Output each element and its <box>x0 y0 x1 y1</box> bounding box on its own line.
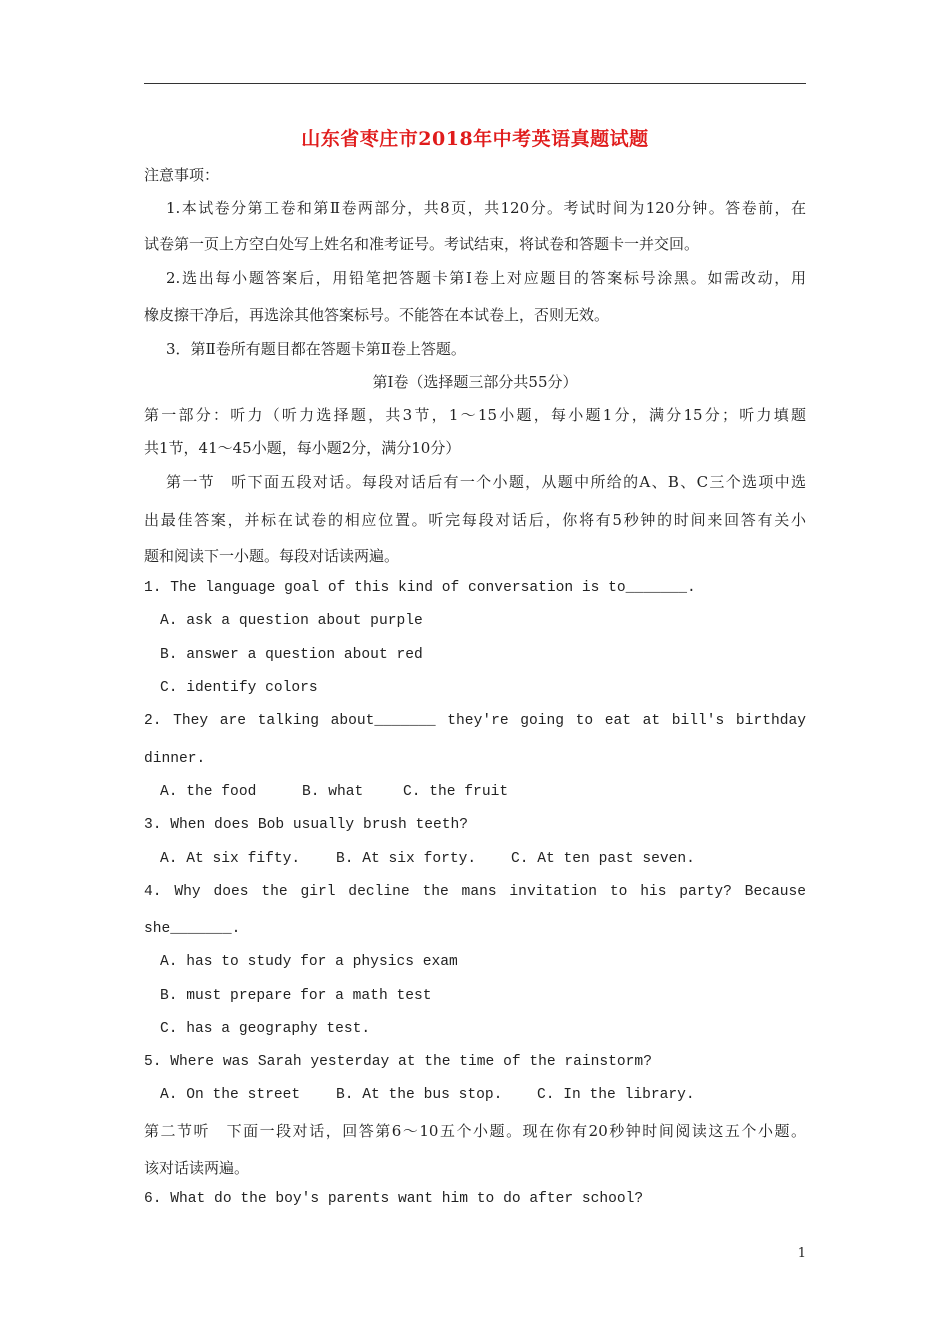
question-5-option-a: A. On the street <box>160 1087 301 1103</box>
question-6: 6. What do the boy's parents want him to do after school? <box>144 1191 644 1207</box>
notes-item-1-line-2: 试卷第一页上方空白处写上姓名和准考证号。考试结束，将试卷和答题卡一并交回。 <box>144 235 700 253</box>
question-4-option-b: B. must prepare for a math test <box>160 988 432 1004</box>
notes-item-2-line-1: 2.选出每小题答案后，用铅笔把答题卡第Ⅰ卷上对应题目的答案标号涂黑。如需改动，用 <box>166 269 806 287</box>
question-2-line-2: dinner. <box>144 751 206 767</box>
header-rule <box>144 83 806 84</box>
question-4-option-c: C. has a geography test. <box>160 1021 371 1037</box>
question-3-option-c: C. At ten past seven. <box>511 851 695 867</box>
question-1: 1. The language goal of this kind of conversation is to_______. <box>144 580 696 596</box>
question-2-option-b: B. what <box>302 784 364 800</box>
question-2-option-a: A. the food <box>160 784 257 800</box>
question-5: 5. Where was Sarah yesterday at the time of the rainstorm? <box>144 1054 652 1070</box>
section1-line-1: 第一节 听下面五段对话。每段对话后有一个小题，从题中所给的A、B、C三个选项中选 <box>166 473 806 491</box>
question-2-option-c: C. the fruit <box>403 784 509 800</box>
part1-line-1: 第一部分：听力（听力选择题，共3节，1～15小题，每小题1分，满分15分；听力填题 <box>144 406 806 424</box>
question-5-option-c: C. In the library. <box>537 1087 695 1103</box>
question-1-option-a: A. ask a question about purple <box>160 613 423 629</box>
part1-line-2: 共1节，41～45小题，每小题2分，满分10分） <box>144 439 461 457</box>
section1-line-2: 出最佳答案，并标在试卷的相应位置。听完每段对话后，你将有5秒钟的时间来回答有关小 <box>144 511 806 529</box>
notes-item-1-line-1: 1.本试卷分第工卷和第Ⅱ卷两部分，共8页，共120分。考试时间为120分钟。答卷前，在 <box>166 199 806 217</box>
question-2-line-1: 2. They are talking about_______ they're going to eat at bill's birthday <box>144 713 806 729</box>
page-number: 1 <box>797 1246 806 1261</box>
notes-item-2-line-2: 橡皮擦干净后，再选涂其他答案标号。不能答在本试卷上，否则无效。 <box>144 306 610 324</box>
section1-line-3: 题和阅读下一小题。每段对话读两遍。 <box>144 547 400 565</box>
notes-heading: 注意事项： <box>144 166 220 184</box>
question-1-option-b: B. answer a question about red <box>160 647 423 663</box>
volume-heading: 第Ⅰ卷（选择题三部分共55分） <box>372 373 578 391</box>
question-3: 3. When does Bob usually brush teeth? <box>144 817 469 833</box>
section2-line-1: 第二节听 下面一段对话，回答第6～10五个小题。现在你有20秒钟时间阅读这五个小题。 <box>144 1122 806 1140</box>
question-4-option-a: A. has to study for a physics exam <box>160 954 458 970</box>
question-4-line-1: 4. Why does the girl decline the mans invitation to his party? Because <box>144 884 806 900</box>
question-3-option-b: B. At six forty. <box>336 851 477 867</box>
page-title: 山东省枣庄市2018年中考英语真题试题 <box>301 128 649 150</box>
question-4-line-2: she_______. <box>144 921 241 937</box>
question-1-option-c: C. identify colors <box>160 680 318 696</box>
notes-item-3: 3．第Ⅱ卷所有题目都在答题卡第Ⅱ卷上答题。 <box>166 340 466 358</box>
question-5-option-b: B. At the bus stop. <box>336 1087 503 1103</box>
question-3-option-a: A. At six fifty. <box>160 851 301 867</box>
section2-line-2: 该对话读两遍。 <box>144 1159 250 1177</box>
